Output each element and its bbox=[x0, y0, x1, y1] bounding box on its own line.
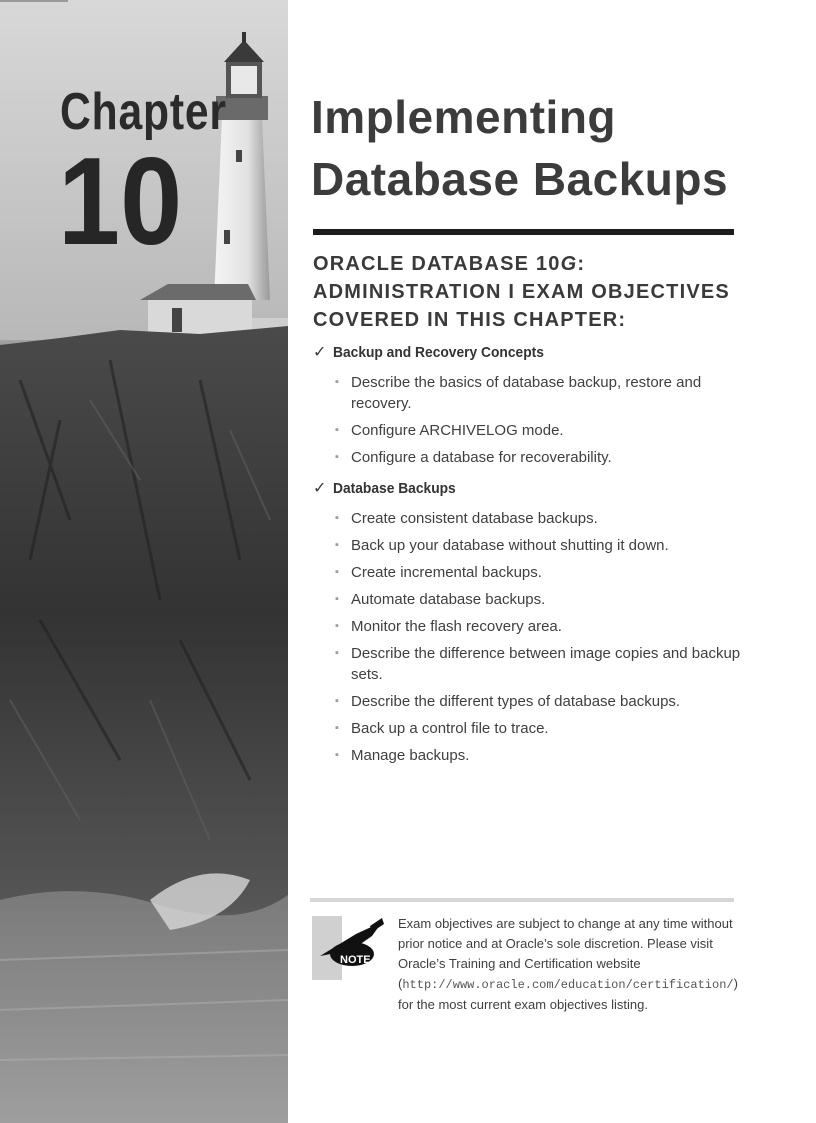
bullet-icon: ▪ bbox=[335, 749, 339, 761]
bullet-icon: ▪ bbox=[335, 512, 339, 524]
lighthouse-tower bbox=[214, 118, 270, 300]
note-icon bbox=[312, 916, 390, 980]
chapter-title bbox=[311, 86, 791, 210]
section-items bbox=[313, 508, 753, 766]
bullet-icon: ▪ bbox=[335, 620, 339, 632]
bullet-icon: ▪ bbox=[335, 593, 339, 605]
list-item: ▪ Back up a control file to trace. bbox=[335, 720, 549, 737]
rock-cliff bbox=[0, 326, 288, 900]
list-item: ▪ Automate database backups. bbox=[335, 591, 546, 608]
certification-url[interactable]: http://www.oracle.com/education/certification/ bbox=[402, 978, 734, 992]
objective-section bbox=[313, 342, 753, 362]
bullet-icon: ▪ bbox=[335, 451, 339, 463]
note-text: Exam objectives are subject to change at any time without prior notice and at Oracle’s sole discretion. Please visit Oracle’s Training and Certification website (http://www.oracle.com/education/certification/) for the most current exam objectives listing. bbox=[398, 916, 738, 1012]
section-items bbox=[313, 372, 753, 468]
section-title: Backup and Recovery Concepts bbox=[333, 344, 544, 361]
list-item: ▪ Configure ARCHIVELOG mode. bbox=[335, 422, 564, 439]
list-item: ▪ Configure a database for recoverability. bbox=[335, 449, 612, 466]
section-title: Database Backups bbox=[333, 480, 456, 497]
chapter-photo bbox=[0, 0, 288, 1123]
chapter-label: Chapter bbox=[60, 83, 227, 141]
objectives-heading: ORACLE DATABASE 10G: ADMINISTRATION I EXAM OBJECTIVES COVERED IN THIS CHAPTER: bbox=[313, 253, 730, 331]
bullet-icon: ▪ bbox=[335, 566, 339, 578]
title-rule bbox=[313, 229, 734, 235]
bullet-icon: ▪ bbox=[335, 424, 339, 436]
objectives-list bbox=[313, 342, 753, 776]
bullet-icon: ▪ bbox=[335, 722, 339, 734]
bullet-icon: ▪ bbox=[335, 539, 339, 551]
checkmark-icon: ✓ bbox=[313, 344, 327, 361]
sea bbox=[0, 891, 288, 1123]
note-icon-label: NOTE bbox=[340, 954, 371, 966]
corner-rule bbox=[0, 0, 68, 2]
bullet-icon: ▪ bbox=[335, 376, 339, 388]
list-item: ▪ Describe the difference between image copies and backup sets. bbox=[335, 645, 741, 683]
note-box bbox=[310, 898, 738, 1022]
chapter-title-line1: Implementing bbox=[311, 91, 617, 143]
objective-section bbox=[313, 478, 753, 498]
list-item: ▪ Create consistent database backups. bbox=[335, 510, 598, 527]
chapter-title-line2: Database Backups bbox=[311, 153, 729, 205]
bullet-icon: ▪ bbox=[335, 647, 339, 659]
list-item: ▪ Describe the basics of database backup, restore and recovery. bbox=[335, 374, 702, 412]
chapter-number: 10 bbox=[58, 133, 183, 271]
list-item: ▪ Back up your database without shutting it down. bbox=[335, 537, 669, 554]
checkmark-icon: ✓ bbox=[313, 480, 327, 497]
bullet-icon: ▪ bbox=[335, 695, 339, 707]
list-item: ▪ Manage backups. bbox=[335, 747, 470, 764]
list-item: ▪ Describe the different types of database backups. bbox=[335, 693, 681, 710]
list-item: ▪ Monitor the flash recovery area. bbox=[335, 618, 562, 635]
list-item: ▪ Create incremental backups. bbox=[335, 564, 542, 581]
